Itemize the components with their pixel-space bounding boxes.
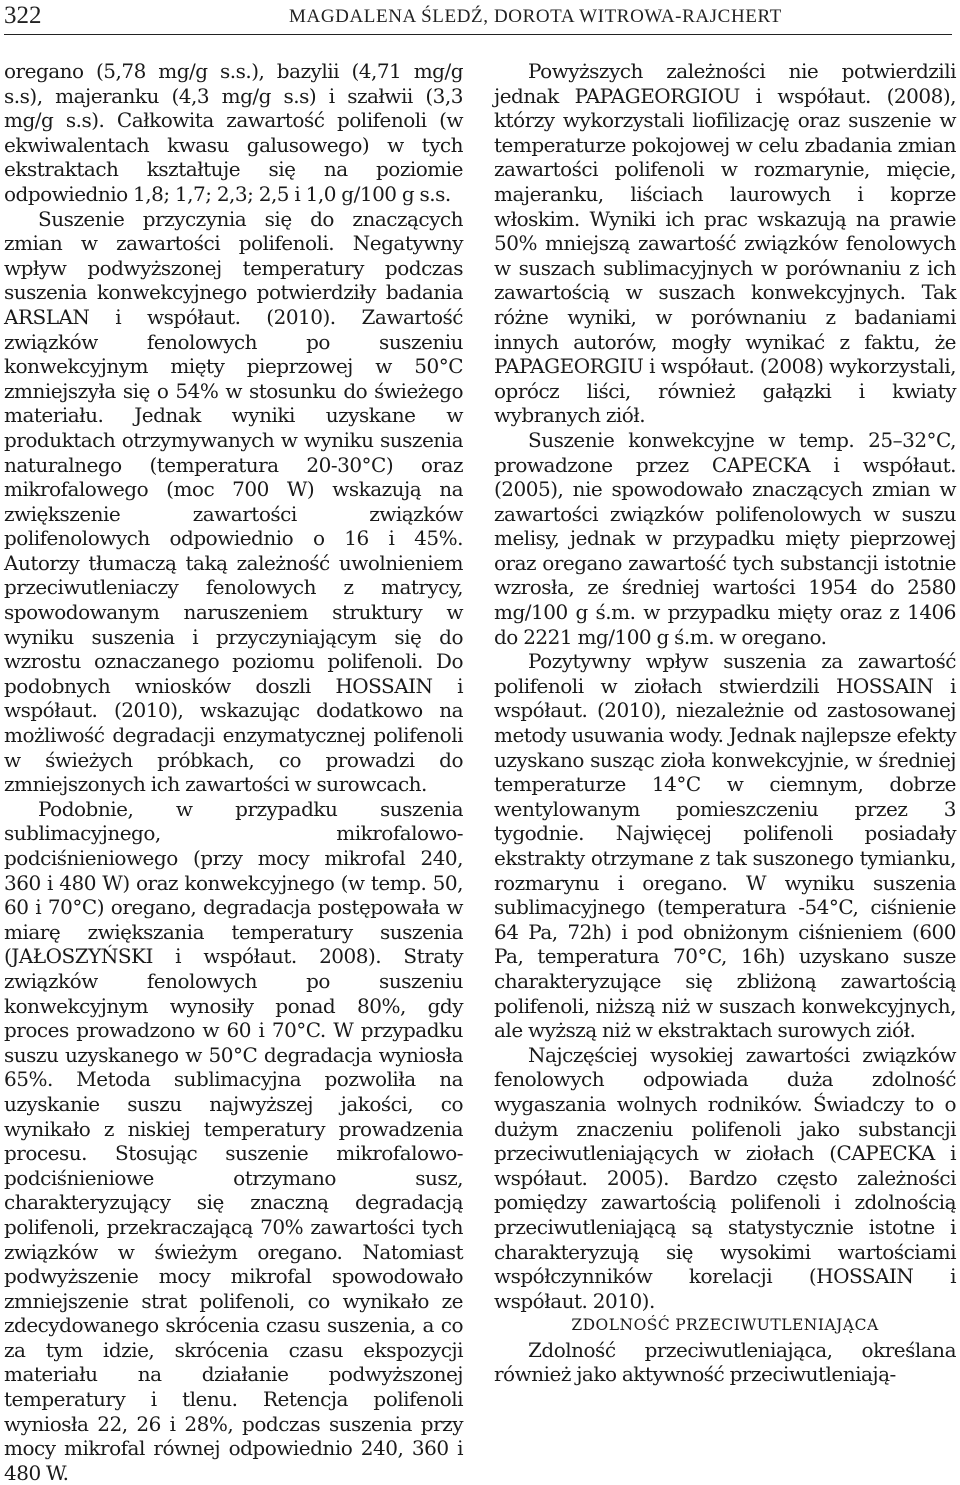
paragraph-left-2: Suszenie przyczynia się do znaczących zmian w zawartości polifenoli. Negatywny wpływ podwyższonej temperatury podczas suszenia konwekcyjnego potwierdziły badania ARSLAN i współaut. (2010). Zawartość związków fenolowych po suszeniu konwekcyjnym mięty pieprzowej w 50°C zmniejszyła się o 54% w stosunku do świeżego materiału. Jednak wyniki uzyskane w produktach otrzymywanych w wyniku suszenia naturalnego (temperatura 20-30°C) oraz mikrofalowego (moc 700 W) wskazują na zwiększenie zawartości związków polifenolowych odpowiednio o 16 i 45%. Autorzy tłumaczą taką zależność uwolnieniem przeciwutleniaczy fenolowych z matrycy, spowodowanym naruszeniem struktury w wyniku suszenia i przyczyniającym się do wzrostu oznaczanego poziomu polifenoli. Do podobnych wniosków doszli HOSSAIN i współaut. (2010), wskazując dodatkowo na możliwość degradacji enzymatycznej polifenoli w świeżych próbkach, co prowadzi do zmniejszonych ich zawartości w surowcach. [4,206,463,797]
section-heading: ZDOLNOŚĆ PRZECIWUTLENIAJĄCA [571,1316,879,1335]
paragraph-right-5: Zdolność przeciwutleniająca, określana również jako aktywność przeciwutleniają- [494,1337,956,1387]
running-head-authors: MAGDALENA ŚLEDŹ, DOROTA WITROWA-RAJCHERT [289,6,782,27]
paragraph-right-1: Powyższych zależności nie potwierdzili jednak PAPAGEORGIOU i współaut. (2008), którzy wykorzystali liofilizację oraz suszenie w temperaturze pokojowej w celu zbadania zmian zawartości polifenoli w rozmarynie, mięcie, majeranku, liściach laurowych i koprze włoskim. Wyniki ich prac wskazują na prawie 50% mniejszą zawartość związków fenolowych w suszach sublimacyjnych w porównaniu z ich zawartością w suszach konwekcyjnych. Tak różne wyniki, w porównaniu z badaniami innych autorów, mogły wynikać z faktu, że PAPAGEORGIU i współaut. (2008) wykorzystali, oprócz liści, również gałązki i kwiaty wybranych ziół. [494,59,956,428]
paragraph-left-3: Podobnie, w przypadku suszenia sublimacyjnego, mikrofalowo-podciśnieniowego (przy mocy mikrofal 240, 360 i 480 W) oraz konwekcyjnego (w temp. 50, 60 i 70°C) oregano, degradacja postępowała w miarę zwiększania temperatury suszenia (JAŁOSZYŃSKI i współaut. 2008). Straty związków fenolowych po suszeniu konwekcyjnym wynosiły ponad 80%, gdy proces prowadzono w 60 i 70°C. W przypadku suszu uzyskanego w 50°C degradacja wyniosła 65%. Metoda sublimacyjna pozwoliła na uzyskanie suszu najwyższej jakości, co wynikało z niskiej temperatury prowadzenia procesu. Stosując suszenie mikrofalowo-podciśnieniowe otrzymano susz, charakteryzujący się znaczną degradacją polifenoli, przekraczającą 70% zawartości tych związków w świeżym oregano. Natomiast podwyższenie mocy mikrofal spowodowało zmniejszenie strat polifenoli, co wynikało ze zdecydowanego skrócenia czasu suszenia, a co za tym idzie, skrócenia czasu ekspozycji materiału na działanie podwyższonej temperatury i tlenu. Retencja polifenoli wyniosła 22, 26 i 28%, podczas suszenia przy mocy mikrofal równej odpowiednio 240, 360 i 480 W. [4,796,463,1485]
left-column [4,59,463,1485]
page-number: 322 [4,2,42,29]
paragraph-right-4: Najczęściej wysokiej zawartości związków fenolowych odpowiada duża zdolność wygaszania wolnych rodników. Świadczy to o dużym znaczeniu polifenoli jako substancji przeciwutleniających w ziołach (CAPECKA i współaut. 2005). Bardzo często zależności pomiędzy zawartością polifenoli i zdolnością przeciwutleniającą są statystycznie istotne i charakteryzują się wysokimi wartościami współczynników korelacji (HOSSAIN i współaut. 2010). [494,1042,956,1313]
paragraph-right-2: Suszenie konwekcyjne w temp. 25–32°C, prowadzone przez CAPECKA i współaut. (2005), nie spowodowało znaczących zmian w zawartości związków polifenolowych w suszu melisy, jednak w przypadku mięty pieprzowej oraz oregano zawartość tych substancji istotnie wzrosła, ze średniej wartości 1954 do 2580 mg/100 g ś.m. w przypadku mięty oraz z 1406 do 2221 mg/100 g ś.m. w oregano. [494,427,956,649]
running-header [4,0,952,35]
paragraph-right-3: Pozytywny wpływ suszenia za zawartość polifenoli w ziołach stwierdzili HOSSAIN i współaut. (2010), niezależnie od zastosowanej metody usuwania wody. Jednak najlepsze efekty uzyskano susząc zioła konwekcyjnie, w średniej temperaturze 14°C w ciemnym, dobrze wentylowanym pomieszczeniu przez 3 tygodnie. Najwięcej polifenoli posiadały ekstrakty otrzymane z tak suszonego tymianku, rozmarynu i oregano. W wyniku suszenia sublimacyjnego (temperatura -54°C, ciśnienie 64 Pa, 72h) i pod obniżonym ciśnieniem (600 Pa, temperatura 70°C, 16h) uzyskano susze charakteryzujące się zbliżoną zawartością polifenoli, niższą niż w suszach konwekcyjnych, ale wyższą niż w ekstraktach surowych ziół. [494,649,956,1043]
paragraph-left-1: oregano (5,78 mg/g s.s.), bazylii (4,71 mg/g s.s), majeranku (4,3 mg/g s.s) i szałwii (3,3 mg/g s.s). Całkowita zawartość polifenoli (w ekwiwalentach kwasu galusowego) w tych ekstraktach kształtuje się na poziomie odpowiednio 1,8; 1,7; 2,3; 2,5 i 1,0 g/100 g s.s. [4,59,463,206]
right-column [494,59,956,1387]
